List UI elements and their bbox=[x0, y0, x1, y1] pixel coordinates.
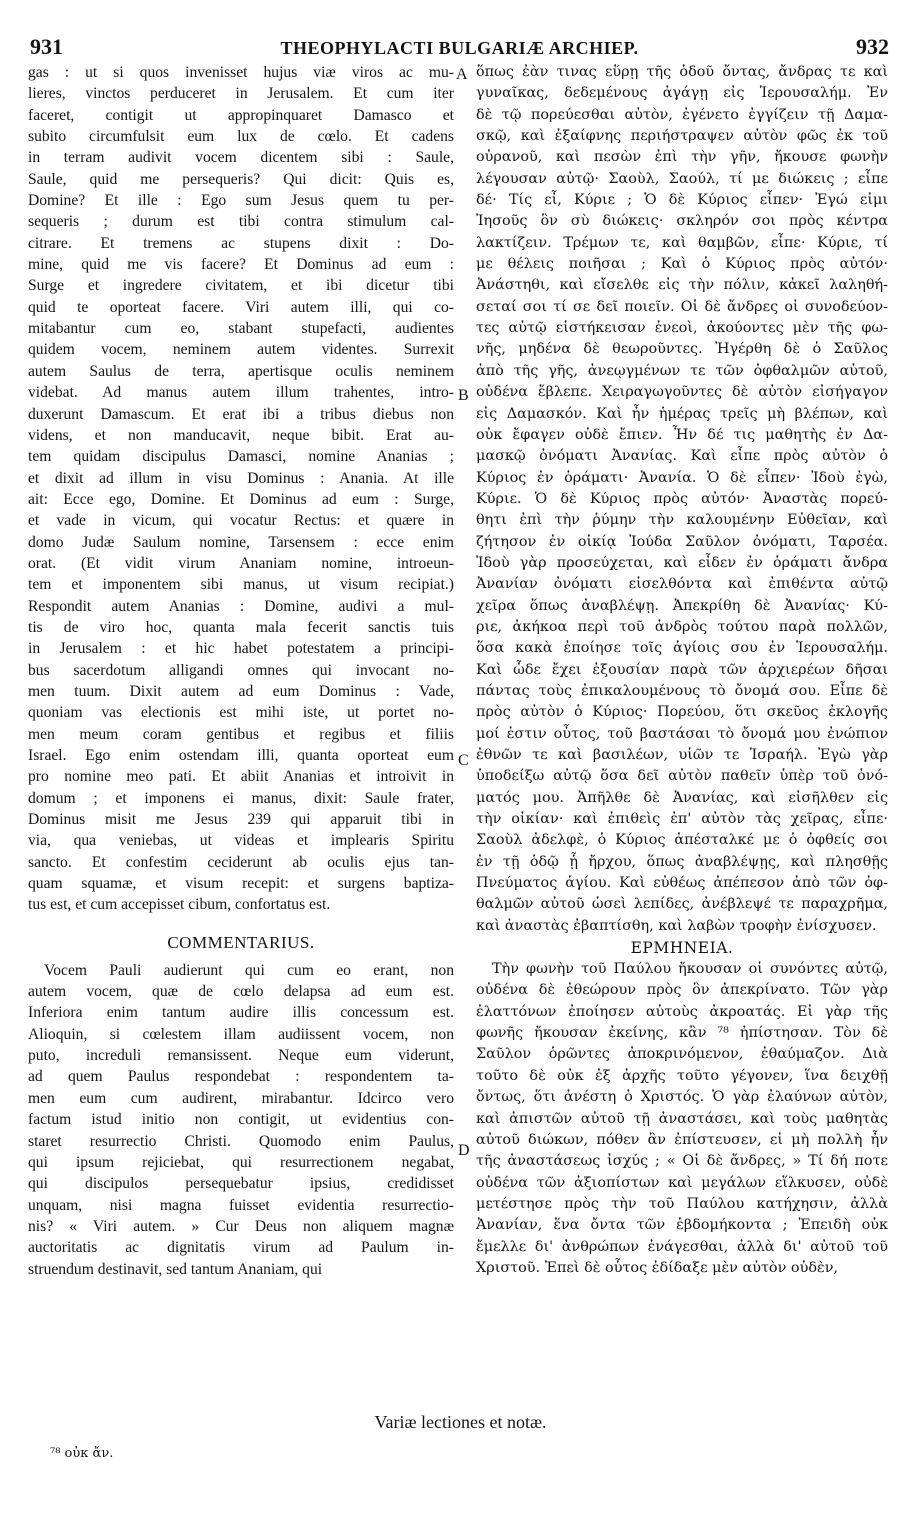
greek-text-line: καὶ ἀναστὰς ἐβαπτίσθη, καὶ λαβὼν τροφὴν ἐνίσχυσεν. bbox=[476, 917, 877, 934]
greek-text-line: σεταί σοι τί σε δεῖ ποιεῖν. Οἱ δὲ ἄνδρες οἱ συνοδεύον- bbox=[476, 298, 888, 315]
page-number-left: 931 bbox=[30, 34, 63, 59]
section-letter-d: D bbox=[458, 1142, 470, 1159]
latin-text-line: via, qua veniebas, ut videas et implearis Spiritu bbox=[28, 832, 454, 850]
latin-text-line: et dixit ad illum in visu Dominus : Anania. At ille bbox=[28, 469, 454, 487]
greek-scripture-text bbox=[476, 62, 888, 937]
latin-commentary-line: struendum destinavit, sed tantum Ananiam, qui bbox=[28, 1260, 323, 1278]
latin-text-line: citrare. Et tremens ac stupens dixit : Do- bbox=[28, 234, 454, 252]
greek-text-line: πρὸς αὐτὸν ὁ Κύριος· Πορεύου, ὅτι σκεῦος ἐκλογῆς bbox=[476, 704, 888, 721]
latin-text-line: Surge et ingredere civitatem, et ibi dicetur tibi bbox=[28, 277, 454, 295]
latin-commentary-text bbox=[28, 960, 454, 1280]
greek-commentary-line: φωνῆς ἤκουσαν ἐκείνης, κἂν ⁷⁸ ἠπίστησαν. Τὸν δὲ bbox=[476, 1025, 888, 1042]
greek-commentary-line: Ἀνανίαν, ἕνα ὄντα τῶν ἑβδομήκοντα ; Ἐπειδὴ οὐκ bbox=[476, 1217, 888, 1234]
latin-commentary-line: Alioquin, si cœlestem illam audiissent vocem, non bbox=[28, 1025, 454, 1043]
greek-commentary-line: τοῦτο δὲ οὐκ ἐξ ἀρχῆς τοῦτο γέγονεν, ἵνα δειχθῇ bbox=[476, 1067, 888, 1084]
greek-column bbox=[476, 62, 888, 1279]
greek-text-line: Σαοὺλ ἀδελφὲ, ὁ Κύριος ἀπέσταλκέ με ὁ ὀφθείς σοι bbox=[476, 832, 888, 849]
greek-text-line: λακτίζειν. Τρέμων τε, καὶ θαμβῶν, εἶπε· Κύριε, τί bbox=[476, 234, 888, 251]
greek-text-line: ματός μου. Ἀπῆλθε δὲ Ἀνανίας, καὶ εἰσῆλθεν εἰς bbox=[476, 789, 888, 806]
latin-column bbox=[28, 62, 454, 1280]
page-number-right: 932 bbox=[856, 34, 889, 59]
greek-commentary-line: ἔμελλε δι' ἀνθρώπων ἐνάγεσθαι, ἀλλὰ δι' αὐτοῦ τοῦ bbox=[476, 1238, 888, 1255]
latin-commentary-line: ad quem Paulus respondebat : respondentem ta- bbox=[28, 1068, 454, 1086]
greek-text-line: οὐδένα ἔβλεπε. Χειραγωγοῦντες δὲ αὐτὸν εἰσήγαγον bbox=[476, 384, 888, 401]
latin-text-line: mitabantur cum eo, stabant stupefacti, audientes bbox=[28, 320, 454, 338]
latin-text-line: sancto. Et confestim ceciderunt ab oculis ejus tan- bbox=[28, 853, 454, 871]
greek-commentary-line: οὐδένα δὲ ἐθεώρουν πρὸς ὃν ἀπεκρίνατο. Τῶν γὰρ bbox=[476, 982, 888, 999]
latin-text-line: quam squamæ, et visum recepit: et surgens baptiza- bbox=[28, 875, 454, 893]
greek-text-line: με θέλεις ποιῆσαι ; Καὶ ὁ Κύριος πρὸς αὐτόν· bbox=[476, 256, 888, 273]
footnote: ⁷⁸ οὐκ ἄν. bbox=[50, 1446, 114, 1461]
latin-text-line: pro nomine meo pati. Et abiit Ananias et introivit in bbox=[28, 768, 454, 786]
latin-commentary-line: auctoritatis ac dignitatis virum ad Paulum in- bbox=[28, 1239, 454, 1257]
latin-text-line: videns, et non manducavit, neque bibit. Erat au- bbox=[28, 426, 454, 444]
greek-commentary-text bbox=[476, 959, 888, 1279]
latin-commentary-line: factum istud initio non contigit, ut evidentius con- bbox=[28, 1111, 454, 1129]
greek-commentary-line: ἐλαττόνων ἐποίησεν αὐτοὺς ἀκροατάς. Εἰ γὰρ τῆς bbox=[476, 1003, 888, 1020]
latin-text-line: et vade in vicum, qui vocatur Rectus: et quære in bbox=[28, 512, 454, 530]
section-letter-a: A bbox=[456, 66, 468, 83]
latin-text-line: tem quidam discipulus Damasci, nomine Ananias ; bbox=[28, 448, 454, 466]
section-letter-c: C bbox=[458, 752, 469, 769]
greek-text-line: πάντας τοὺς ἐπικαλουμένους τὸ ὄνομά σου. Εἶπε δὲ bbox=[476, 682, 888, 699]
running-title: THEOPHYLACTI BULGARIÆ ARCHIEP. bbox=[280, 38, 639, 58]
latin-commentary-line: Inferiora enim tantum audire illis concessum est. bbox=[28, 1004, 454, 1022]
greek-commentary-line: αὐτοῦ διώκων, πόθεν ἂν ἐπίστευσεν, εἰ μὴ πολλὴ ἦν bbox=[476, 1131, 888, 1148]
greek-text-line: θητι ἐπὶ τὴν ῥύμην τὴν καλουμένην Εὐθεῖαν, καὶ bbox=[476, 512, 888, 529]
greek-text-line: δὲ τῷ πορεύεσθαι αὐτὸν, ἐγένετο ἐγγίζειν τῇ Δαμα- bbox=[476, 106, 888, 123]
greek-text-line: Κύριος ἐν ὁράματι· Ἀνανία. Ὁ δὲ εἶπεν· Ἰδοὺ ἐγὼ, bbox=[476, 469, 888, 486]
latin-commentary-line: Vocem Pauli audierunt qui cum eo erant, non bbox=[44, 961, 454, 979]
latin-text-line: ait: Ecce ego, Domine. Et Dominus ad eum : Surge, bbox=[28, 490, 454, 508]
latin-text-line: men meum coram gentibus et regibus et filiis bbox=[28, 725, 454, 743]
greek-commentary-line: καὶ ἀπιστῶν αὐτοῦ τῇ ἀναστάσει, καὶ τοὺς μαθητὰς bbox=[476, 1110, 888, 1127]
greek-text-line: γυναῖκας, δεδεμένους ἀγάγῃ εἰς Ἱερουσαλήμ. Ἐν bbox=[476, 85, 888, 102]
latin-text-line: men tuum. Dixit autem ad eum Dominus : Vade, bbox=[28, 682, 454, 700]
greek-text-line: Καὶ ὧδε ἔχει ἐξουσίαν παρὰ τῶν ἀρχιερέων δῆσαι bbox=[476, 661, 888, 678]
latin-text-line: Israel. Ego enim ostendam illi, quanta oporteat eum bbox=[28, 747, 454, 764]
latin-text-line: Respondit autem Ananias : Domine, audivi a mul- bbox=[28, 597, 454, 615]
greek-text-line: οὐρανοῦ, καὶ πεσὼν ἐπὶ τὴν γῆν, ἤκουσε φωνὴν bbox=[476, 149, 888, 166]
latin-text-line: tus est, et cum accepisset cibum, confortatus est. bbox=[28, 896, 331, 914]
latin-text-line: lieres, vinctos perduceret in Jerusalem. Et cum iter bbox=[28, 85, 454, 103]
latin-text-line: orat. (Et vidit virum Ananiam nomine, introeun- bbox=[28, 554, 454, 572]
latin-text-line: quid te oporteat facere. Viri autem illi, qui co- bbox=[28, 298, 454, 316]
greek-text-line: σκῷ, καὶ ἐξαίφνης περιήστραψεν αὐτὸν φῶς ἐκ τοῦ bbox=[476, 128, 888, 145]
greek-text-line: χεῖρα ὅπως ἀναβλέψῃ. Ἀπεκρίθη δὲ Ἀνανίας· Κύ- bbox=[476, 597, 888, 614]
latin-text-line: in Jerusalem : et hic habet potestatem a principi- bbox=[28, 640, 454, 658]
running-head bbox=[30, 30, 889, 60]
greek-text-line: τες αὐτῷ εἱστήκεισαν ἐνεοὶ, ἀκούοντες μὲν τῆς φω- bbox=[476, 320, 888, 337]
greek-commentary-line: Σαῦλον ὁρῶντες ἀποκρινόμενον, ἐθαύμαζον. Διὰ bbox=[476, 1046, 888, 1063]
greek-text-line: Ἰησοῦς ὃν σὺ διώκεις· σκληρόν σοι πρὸς κέντρα bbox=[476, 213, 888, 230]
greek-commentary-line: ὄντως, ὅτι ἀνέστη ὁ Χριστός. Ὁ γὰρ ἐλαύνων αὐτὸν, bbox=[476, 1089, 888, 1106]
greek-text-line: θαλμῶν αὐτοῦ ὡσεὶ λεπίδες, ἀνέβλεψέ τε παραχρῆμα, bbox=[476, 896, 888, 913]
latin-text-line: videbat. Ad manus autem illum trahentes, intro- bbox=[28, 384, 454, 402]
latin-commentary-line: nis? « Viri autem. » Cur Deus non aliquem magnæ bbox=[28, 1217, 454, 1235]
latin-text-line: quidem vocem, neminem autem videntes. Surrexit bbox=[28, 341, 454, 359]
greek-text-line: δέ· Τίς εἶ, Κύριε ; Ὁ δὲ Κύριος εἶπεν· Ἐγώ εἰμι bbox=[476, 192, 888, 209]
latin-text-line: in terram audivit vocem dicentem sibi : Saule, bbox=[28, 149, 454, 167]
latin-scripture-text bbox=[28, 62, 454, 916]
latin-commentary-line: staret resurrectio Christi. Quomodo enim Paulus, bbox=[28, 1132, 454, 1150]
greek-text-line: ριε, ἀκήκοα περὶ τοῦ ἀνδρὸς τούτου παρὰ πολλῶν, bbox=[476, 618, 888, 635]
latin-commentary-heading: COMMENTARIUS. bbox=[167, 932, 315, 952]
latin-text-line: Domine? Et ille : Ego sum Jesus quem tu per- bbox=[28, 192, 454, 210]
latin-commentary-line: autem vocem, quæ de cœlo delapsa ad eum est. bbox=[28, 983, 454, 1001]
latin-text-line: tis de viro hoc, quanta mala fecerit sanctis tuis bbox=[28, 618, 454, 636]
latin-text-line: duxerunt Damascum. Et erat ibi a tribus diebus non bbox=[28, 405, 454, 423]
greek-text-line: Ἀνανίαν ὀνόματι εἰσελθόντα καὶ ἐπιθέντα αὐτῷ bbox=[476, 576, 888, 593]
section-letter-b: B bbox=[458, 387, 469, 404]
latin-text-line: subito circumfulsit eum lux de cœlo. Et cadens bbox=[28, 128, 454, 146]
greek-text-line: ἀπὸ τῆς γῆς, ἀνεῳγμένων τε τῶν ὀφθαλμῶν αὐτοῦ, bbox=[476, 362, 888, 379]
latin-commentary-line: unquam, nisi magna fuisset evidentia resurrectio- bbox=[28, 1196, 454, 1214]
greek-text-line: ὅπως ἐὰν τινας εὕρῃ τῆς ὁδοῦ ὄντας, ἄνδρας τε καὶ bbox=[476, 64, 888, 80]
greek-text-line: μοί ἐστιν οὗτος, τοῦ βαστάσαι τὸ ὄνομά μου ἐνώπιον bbox=[476, 725, 888, 742]
greek-text-line: ὑποδείξω αὐτῷ ὅσα δεῖ αὐτὸν παθεῖν ὑπὲρ τοῦ ὀνό- bbox=[476, 768, 888, 785]
greek-text-line: Ἀνάστηθι, καὶ εἴσελθε εἰς τὴν πόλιν, κἀκεῖ λαληθή- bbox=[476, 277, 888, 294]
greek-commentary-line: Χριστοῦ. Ἐπεὶ δὲ οὗτος ἐδίδαξε μὲν αὐτὸν οὐδὲν, bbox=[476, 1259, 839, 1276]
greek-text-line: νῆς, μηδένα δὲ θεωροῦντες. Ἠγέρθη δὲ ὁ Σαῦλος bbox=[476, 341, 888, 358]
greek-text-line: λέγουσαν αὐτῷ· Σαοὺλ, Σαούλ, τί με διώκεις ; εἶπε bbox=[476, 170, 888, 187]
latin-text-line: autem Saulus de terra, apertisque oculis neminem bbox=[28, 362, 454, 380]
latin-commentary-line: puto, increduli remansissent. Neque eum viderunt, bbox=[28, 1047, 454, 1065]
greek-commentary-line: τῆς ἀναστάσεως ἰσχύς ; « Οἱ δὲ ἄνδρες, » Τί δή ποτε bbox=[476, 1153, 888, 1170]
greek-commentary-line: μετέστησε πρὸς τὴν τοῦ Παύλου κατήχησιν, ἀλλὰ bbox=[476, 1195, 888, 1212]
greek-commentary-line: Τὴν φωνὴν τοῦ Παύλου ἤκουσαν οἱ συνόντες αὐτῷ, bbox=[492, 961, 888, 978]
latin-commentary-line: qui discipulos persequebatur ipsius, credidisset bbox=[28, 1175, 454, 1193]
latin-text-line: Dominus misit me Jesus 239 qui apparuit tibi in bbox=[28, 811, 454, 829]
greek-text-line: ζήτησον ἐν οἰκίᾳ Ἰούδα Σαῦλον ὀνόματι, Ταρσέα. bbox=[476, 533, 888, 550]
latin-text-line: bus sacerdotum alligandi omnes qui invocant no- bbox=[28, 661, 454, 679]
latin-text-line: faceret, contigit ut appropinquaret Damasco et bbox=[28, 106, 454, 124]
greek-text-line: ἐθνῶν τε καὶ βασιλέων, υἱῶν τε Ἰσραήλ. Ἐγὼ γὰρ bbox=[476, 747, 888, 763]
latin-text-line: sequeris ; durum est tibi contra stimulum cal- bbox=[28, 213, 454, 231]
latin-text-line: domo Judæ Saulum nomine, Tarsensem : ecce enim bbox=[28, 533, 454, 551]
latin-text-line: tem et imponentem sibi manus, ut visum recipiat.) bbox=[28, 576, 454, 594]
greek-text-line: εἰς Δαμασκόν. Καὶ ἦν ἡμέρας τρεῖς μὴ βλέπων, καὶ bbox=[476, 405, 888, 422]
greek-text-line: ὅσα κακὰ ἐποίησε τοῖς ἁγίοις σου ἐν Ἱερουσαλήμ. bbox=[476, 640, 888, 657]
greek-text-line: τὴν οἰκίαν· καὶ ἐπιθεὶς ἐπ' αὐτὸν τὰς χεῖρας, εἶπε· bbox=[476, 811, 888, 828]
greek-commentary-line: οὐδένα τῶν ἀξιοπίστων καὶ μεγάλων εἵλκυσεν, οὐδὲ bbox=[476, 1174, 888, 1191]
greek-text-line: Κύριε. Ὁ δὲ Κύριος πρὸς αὐτόν· Ἀναστὰς πορεύ- bbox=[476, 490, 888, 507]
greek-commentary-heading: ΕΡΜΗΝΕΙΑ. bbox=[630, 939, 734, 958]
latin-commentary-line: men eum cum audirent, mirabantur. Idcirco vero bbox=[28, 1089, 454, 1107]
latin-text-line: domum ; et imponens ei manus, dixit: Saule frater, bbox=[28, 789, 454, 807]
latin-text-line: mine, quid me vis facere? Et Dominus ad eum : bbox=[28, 256, 454, 274]
latin-text-line: Saule, quid me persequeris? Qui dicit: Quis es, bbox=[28, 170, 454, 188]
greek-text-line: Πνεύματος ἁγίου. Καὶ εὐθέως ἀπέπεσον ἀπὸ τῶν ὀφ- bbox=[476, 875, 888, 892]
greek-text-line: οὐκ ἔφαγεν οὐδὲ ἔπιεν. Ἦν δέ τις μαθητὴς ἐν Δα- bbox=[476, 426, 888, 443]
latin-commentary-line: qui ipsum rejiciebat, qui resurrectionem negabat, bbox=[28, 1153, 454, 1171]
greek-text-line: μασκῷ ὀνόματι Ἀνανίας. Καὶ εἶπε πρὸς αὐτὸν ὁ bbox=[476, 448, 888, 465]
latin-text-line: quoniam vas electionis est mihi iste, ut portet no- bbox=[28, 704, 454, 722]
latin-text-line: gas : ut si quos invenisset hujus viæ viros ac mu- bbox=[28, 64, 454, 81]
greek-text-line: Ἰδοὺ γὰρ προσεύχεται, καὶ εἶδεν ἐν ὁράματι ἄνδρα bbox=[476, 554, 888, 571]
greek-text-line: ἐν τῇ ὁδῷ ᾗ ἤρχου, ὅπως ἀναβλέψῃς, καὶ πλησθῇς bbox=[476, 853, 888, 870]
variant-readings-label: Variæ lectiones et notæ. bbox=[374, 1412, 547, 1432]
